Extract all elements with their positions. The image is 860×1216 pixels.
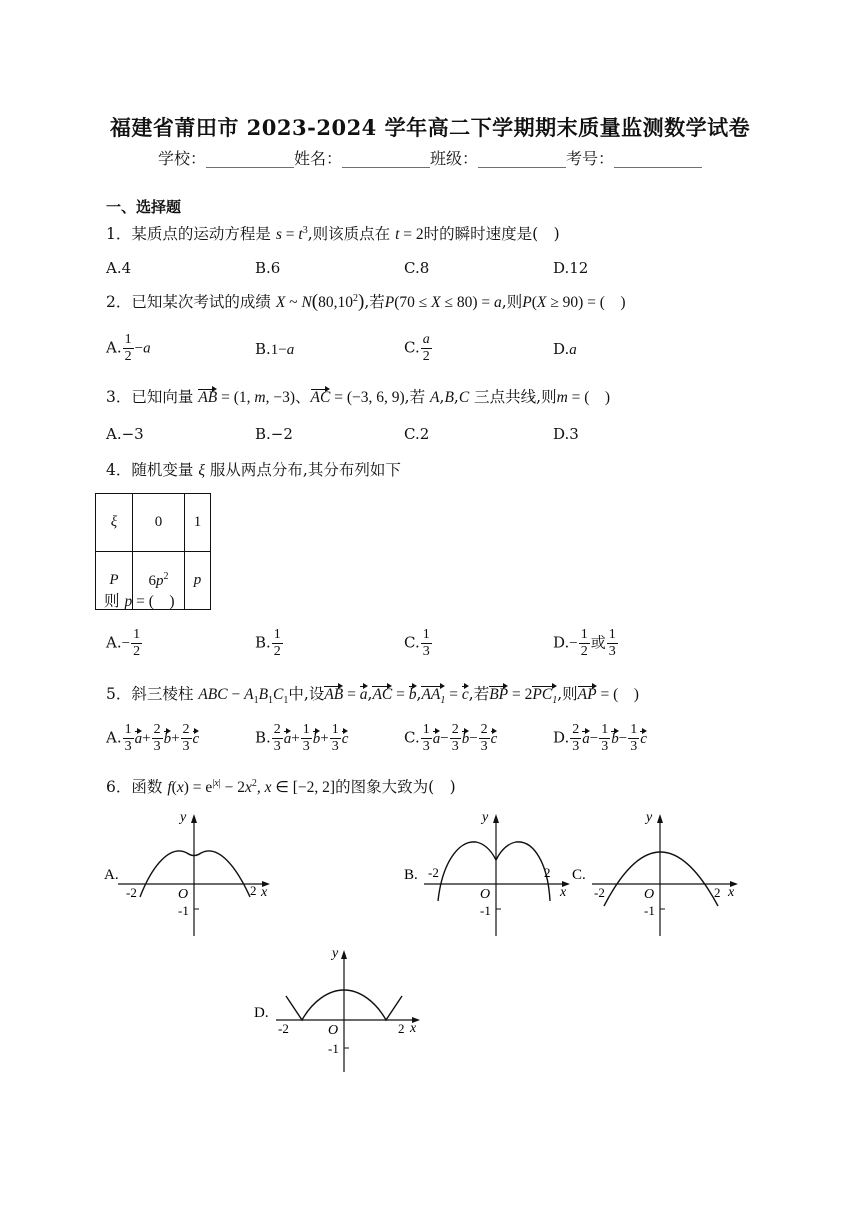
svg-text:-1: -1 [644, 903, 655, 918]
q2-option-b: B.1−a [255, 340, 295, 358]
svg-text:2: 2 [714, 885, 721, 900]
q3-option-d: D.3 [553, 425, 579, 443]
q4-option-b: B. $\frac{1}{2}$ [255, 627, 281, 659]
svg-text:2: 2 [398, 1021, 405, 1036]
q2-option-d: D.a [553, 340, 577, 358]
svg-text:-1: -1 [328, 1041, 339, 1056]
svg-text:y: y [180, 810, 187, 825]
question-4: 4．随机变量 ξ 服从两点分布,其分布列如下 [106, 461, 401, 479]
svg-text:x: x [728, 885, 735, 900]
table-row [96, 494, 211, 552]
svg-text:-1: -1 [178, 903, 189, 918]
graph-c-label: C. [572, 867, 586, 883]
q5-option-d: D. $\frac{2}{3}$ a− $\frac{1}{3}$ b− $\frac{1}{3}$ c [553, 722, 647, 754]
svg-text:O: O [178, 887, 189, 902]
q3-option-b: B.−2 [255, 425, 293, 443]
q5-option-a: A. $\frac{1}{3}$ a+ $\frac{2}{3}$ b+ $\frac{2}{3}$ c [106, 722, 200, 754]
table-cell: 1 [185, 494, 211, 552]
q4-option-d: D.− $\frac{1}{2}$ 或 $\frac{1}{3}$ [553, 627, 616, 659]
q5-option-c: C. $\frac{1}{3}$ a− $\frac{2}{3}$ b− $\frac{2}{3}$ c [404, 722, 498, 754]
graph-b-label: B. [404, 867, 418, 883]
q4-question-line: 则 p = ( ) [104, 592, 175, 610]
q3-option-a: A.−3 [106, 425, 144, 443]
graph-option-a [100, 806, 280, 941]
question-6: 6．函数 $f(x) = e^{|x|} - 2x^2$, x ∈ [−2, 2]的图象大致为( ) [106, 777, 456, 796]
q1-option-c: C.8 [404, 259, 430, 277]
graph-option-b [400, 806, 580, 941]
table-cell: P [96, 552, 133, 610]
svg-text:x: x [560, 885, 567, 900]
question-5: 5．斜三棱柱 ABC − $A_1B_1C_1$中,设AB = $a,AC = b,AA_1 = c$,若BP = $2PC_1$,则AP = ( ) [106, 685, 639, 707]
svg-text:-2: -2 [594, 885, 605, 900]
table-cell: $6p^2$ [133, 552, 185, 610]
q1-option-d: D.12 [553, 259, 589, 277]
table-cell: ξ [96, 494, 133, 552]
graph-option-c [568, 806, 748, 941]
svg-text:2: 2 [544, 865, 551, 880]
question-1: 1．某质点的运动方程是 $s = t^3$,则该质点在 t = 2时的瞬时速度是( ) [106, 224, 560, 243]
question-2: 2．已知某次考试的成绩 X ~ N(80,10$^2$),若P(70 ≤ X ≤ 80) = a,则P(X ≥ 90) = ( ) [106, 291, 626, 312]
svg-text:-2: -2 [428, 865, 439, 880]
q3-option-c: C.2 [404, 425, 430, 443]
svg-text:-1: -1 [480, 903, 491, 918]
svg-text:x: x [261, 885, 268, 900]
q5-option-b: B. $\frac{2}{3}$ a+ $\frac{1}{3}$ b+ $\frac{1}{3}$ c [255, 722, 349, 754]
q4-option-a: A.− $\frac{1}{2}$ [106, 627, 141, 659]
exam-title: 福建省莆田市 2023-2024 学年高二下学期期末质量监测数学试卷 [109, 115, 751, 140]
svg-text:-2: -2 [126, 885, 137, 900]
svg-text:y: y [646, 810, 653, 825]
svg-text:O: O [644, 887, 655, 902]
q2-option-a: A. $\frac{1}{2}$ −a [106, 332, 151, 364]
q4-option-c: C. $\frac{1}{3}$ [404, 627, 430, 659]
svg-text:y: y [332, 946, 339, 961]
svg-text:2: 2 [250, 883, 257, 898]
question-3: 3．已知向量 AB = (1, m, −3)、AC = (−3, 6, 9),若 A,B,C 三点共线,则m = ( ) [106, 388, 611, 406]
svg-text:O: O [328, 1023, 339, 1038]
graph-d-label: D. [254, 1005, 269, 1021]
table-cell: p [185, 552, 211, 610]
q1-option-a: A.4 [106, 259, 132, 277]
q1-option-b: B.6 [255, 259, 281, 277]
svg-text:y: y [482, 810, 489, 825]
graph-a-label: A. [104, 867, 119, 883]
svg-text:O: O [480, 887, 491, 902]
svg-text:x: x [410, 1021, 417, 1036]
graph-option-d [250, 942, 430, 1077]
student-info-line: 学校：___________姓名：___________班级：___________考号：___________ [157, 149, 702, 168]
q2-option-c: C. $\frac{a}{2}$ [404, 332, 430, 364]
section-heading: 一、选择题 [106, 198, 182, 216]
svg-text:-2: -2 [278, 1021, 289, 1036]
table-cell: 0 [133, 494, 185, 552]
